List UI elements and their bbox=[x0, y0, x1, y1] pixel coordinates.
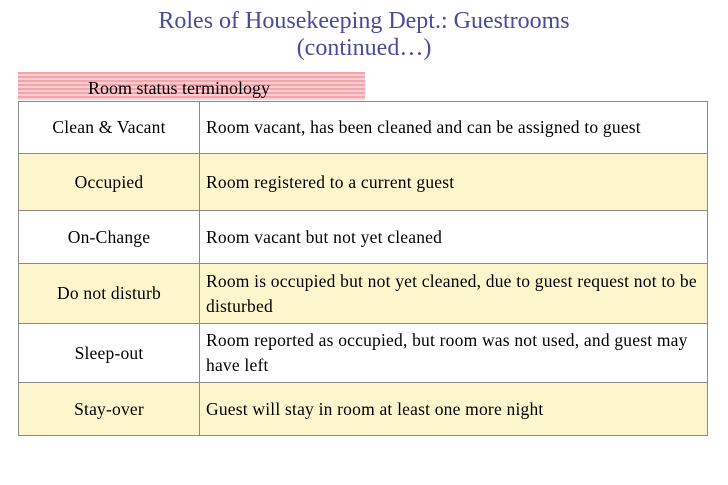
section-tab-label: Room status terminology bbox=[88, 78, 270, 98]
table-row bbox=[19, 324, 708, 383]
definition-cell: Guest will stay in room at least one more night bbox=[200, 383, 708, 436]
term-cell: Do not disturb bbox=[19, 264, 200, 324]
section-tab bbox=[18, 72, 365, 100]
term-cell: Clean & Vacant bbox=[19, 102, 200, 154]
table-row bbox=[19, 102, 708, 154]
slide-title-line-2: (continued…) bbox=[296, 35, 432, 61]
term-cell: Occupied bbox=[19, 154, 200, 211]
slide-title-line-1: Roles of Housekeeping Dept.: Guestrooms bbox=[158, 8, 570, 34]
room-status-table bbox=[18, 101, 708, 436]
definition-cell: Room vacant but not yet cleaned bbox=[200, 211, 708, 264]
definition-cell: Room reported as occupied, but room was not used, and guest may have left bbox=[200, 324, 708, 383]
table-row bbox=[19, 264, 708, 324]
definition-cell: Room registered to a current guest bbox=[200, 154, 708, 211]
term-cell: On-Change bbox=[19, 211, 200, 264]
term-cell: Stay-over bbox=[19, 383, 200, 436]
table-row bbox=[19, 383, 708, 436]
definition-cell: Room is occupied but not yet cleaned, due to guest request not to be disturbed bbox=[200, 264, 708, 324]
table-row bbox=[19, 154, 708, 211]
slide-title bbox=[0, 8, 728, 62]
table-row bbox=[19, 211, 708, 264]
definition-cell: Room vacant, has been cleaned and can be assigned to guest bbox=[200, 102, 708, 154]
term-cell: Sleep-out bbox=[19, 324, 200, 383]
